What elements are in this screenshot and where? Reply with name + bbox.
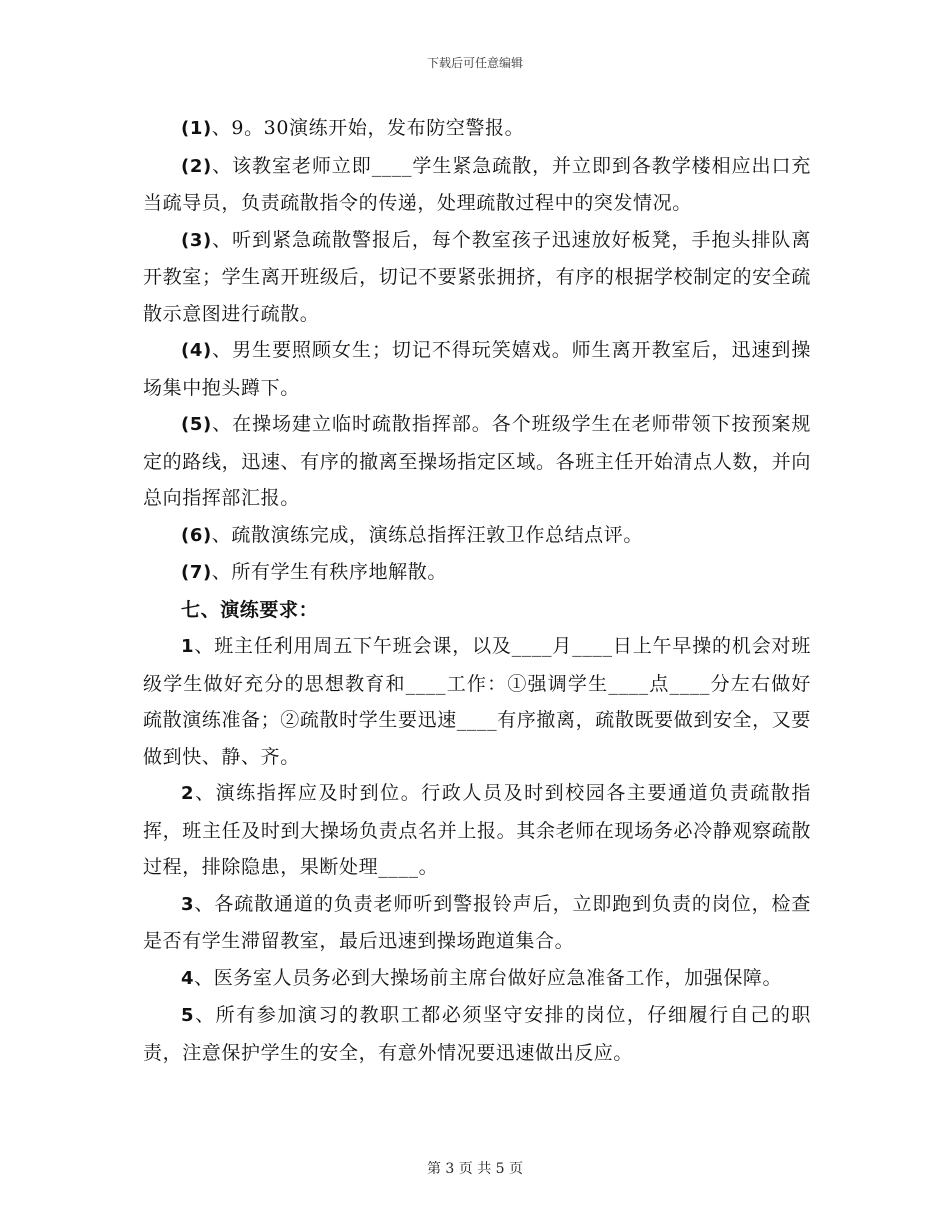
step-number: (5): [181, 414, 212, 435]
step-number: (4): [181, 340, 212, 361]
requirement-4: [143, 960, 811, 998]
page-header-note: 下载后可任意编辑: [426, 56, 523, 70]
requirement-number: 2: [181, 783, 195, 804]
step-3: [143, 222, 811, 333]
step-text: 、疏散演练完成，演练总指挥汪敦卫作总结点评。: [211, 523, 643, 546]
requirement-text: 、医务室人员务必到大操场前主席台做好应急准备工作，加强保障。: [194, 966, 783, 989]
requirement-number: 3: [181, 893, 195, 915]
step-text: 、该教室老师立即____学生紧急疏散，并立即到各教学楼相应出口充当疏导员，负责疏散指令的传递，处理疏散过程中的突发情况。: [143, 154, 811, 214]
step-1: [143, 110, 811, 148]
requirement-text: 、班主任利用周五下午班会课，以及____月____日上午早操的机会对班级学生做好充分的思想教育和____工作：①强调学生____点____分左右做好疏散演练准备；②疏散时学生要迅速____有序撤离，疏散既要做到安全，又要做到快、静、齐。: [143, 635, 811, 768]
step-6: [143, 517, 811, 555]
requirement-text: 、各疏散通道的负责老师听到警报铃声后，立即跑到负责的岗位，检查是否有学生滞留教室，最后迅速到操场跑道集合。: [143, 892, 811, 952]
step-5: [143, 406, 811, 517]
requirement-number: 4: [181, 967, 195, 989]
requirement-2: [143, 775, 811, 886]
step-text: 、所有学生有秩序地解散。: [211, 561, 447, 583]
requirement-1: [143, 628, 811, 775]
requirement-number: 5: [181, 1005, 195, 1026]
step-text: 、在操场建立临时疏散指挥部。各个班级学生在老师带领下按预案规定的路线，迅速、有序的撤离至操场指定区域。各班主任开始清点人数，并向总向指挥部汇报。: [143, 413, 811, 509]
step-number: (1): [181, 118, 212, 139]
page-number: 第 3 页 共 5 页: [426, 1161, 524, 1177]
step-7: [143, 554, 811, 592]
step-number: (6): [181, 524, 212, 546]
step-text: 、听到紧急疏散警报后，每个教室孩子迅速放好板凳，手抱头排队离开教室；学生离开班级后，切记不要紧张拥挤，有序的根据学校制定的安全疏散示意图进行疏散。: [143, 228, 811, 325]
step-number: (7): [181, 562, 212, 583]
requirement-text: 、演练指挥应及时到位。行政人员及时到校园各主要通道负责疏散指挥，班主任及时到大操场负责点名并上报。其余老师在现场务必冷静观察疏散过程，排除隐患，果断处理____。: [143, 782, 811, 878]
section-heading: 七、演练要求：: [181, 598, 319, 621]
step-2: [143, 148, 811, 222]
step-text: 、9。30演练开始，发布防空警报。: [211, 117, 525, 139]
requirement-5: [143, 997, 811, 1071]
step-number: (2): [181, 155, 212, 177]
requirement-3: [143, 886, 811, 960]
step-text: 、男生要照顾女生；切记不得玩笑嬉戏。师生离开教室后，迅速到操场集中抱头蹲下。: [143, 339, 811, 399]
document-body: [143, 110, 811, 1071]
requirement-number: 1: [181, 636, 195, 657]
requirement-text: 、所有参加演习的教职工都必须坚守安排的岗位，仔细履行自己的职责，注意保护学生的安全，有意外情况要迅速做出反应。: [143, 1004, 811, 1064]
step-number: (3): [181, 229, 212, 251]
step-4: [143, 332, 811, 406]
